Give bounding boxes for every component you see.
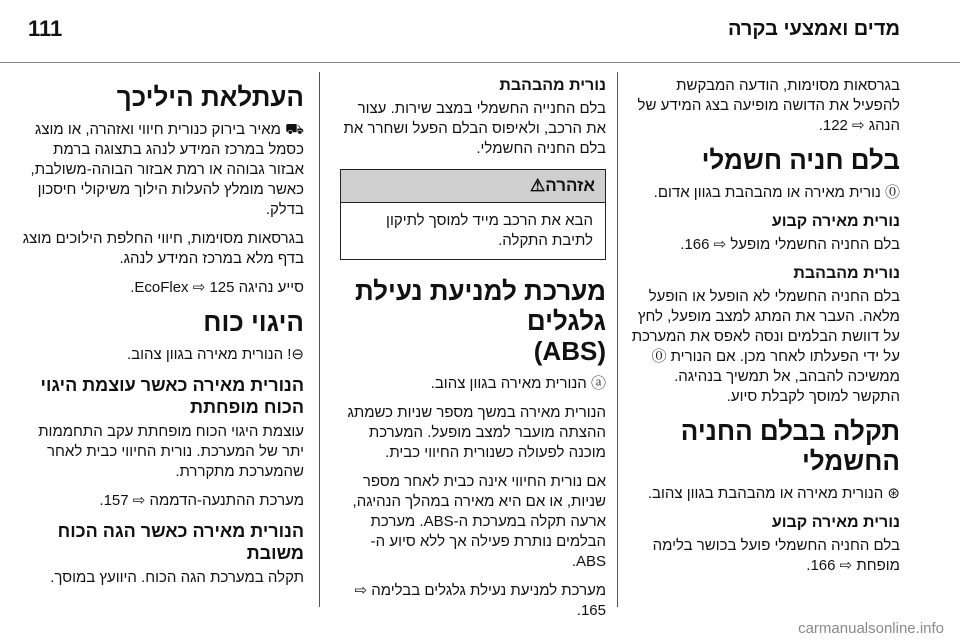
reduced-text: עוצמת היגוי הכוח מופחתת עקב התחממות יתר של המערכת. נורית החיווי כבית לאחר שהמערכת מתקררת.: [38, 423, 304, 480]
brake-intro: ⓪ נורית מאירה או מהבהבת בגוון אדום.: [653, 184, 900, 201]
gear-paragraph-2: בגרסאות מסוימות, חיווי החלפת הילוכים מוצג בדף מלא במרכז המידע לנהג.: [22, 230, 304, 267]
running-title: מדים ואמצעי בקרה: [727, 18, 900, 40]
heading-power-steering: היגוי כוח: [203, 307, 304, 337]
reduced-ref: מערכת ההתנעה-הדממה ⇨ 157.: [99, 492, 304, 509]
heading-brake-fault: תקלה בבלם החניה החשמלי: [680, 416, 900, 476]
page-number: 111: [28, 16, 63, 41]
subheading-disabled-line2: משובת: [246, 543, 304, 563]
subheading-disabled: [22, 520, 304, 564]
subheading-disabled-line1: הנורית מאירה כאשר הגה הכוח: [57, 521, 304, 541]
subheading-steady: נורית מאירה קבוע: [771, 213, 900, 230]
column-right: [628, 76, 900, 585]
fault-intro: ⊛ הנורית מאירה או מהבהבת בגוון צהוב.: [647, 485, 900, 502]
subheading-reduced-line2: הכוח מופחתת: [190, 397, 304, 417]
abs-paragraph-1: הנורית מאירה במשך מספר שניות כשמתג ההצתה מועבר למצב מופעל. המערכת מוכנה לפעולה כשנורית החיווי כבית.: [347, 404, 606, 461]
page-header: [0, 0, 960, 62]
disabled-text: תקלה במערכת הגה הכוח. היוועץ במוסך.: [50, 569, 304, 586]
heading-gear-shift: העתלאת היליכך: [116, 82, 304, 112]
subheading-reduced: [22, 374, 304, 418]
column-middle: [340, 76, 606, 630]
intro-text: בגרסאות מסוימות, הודעה המבקשת להפעיל את הדושה מופיעה בצג המידע של הנהג ⇨ 122.: [637, 77, 900, 134]
steering-intro: ⊖! הנורית מאירה בגוון צהוב.: [126, 346, 304, 363]
steady-text-2: בלם החניה החשמלי פועל בכושר בלימה מופחת ⇨ 166.: [652, 537, 900, 574]
heading-abs-line1: מערכת למניעת נעילת גלגלים: [354, 276, 606, 336]
subheading-flashing: נורית מהבהבת: [793, 265, 900, 282]
flashing-text: בלם החניה החשמלי לא הופעל או הופעל מלאה. העבר את המתג למצב מופעל, לחץ על דוושת הבלמים ונסה לאפס את המערכת על ידי הפעלתו לאחר מכן. אם הנורית ⓪ ממשיכה להבהב, אל תמשיך בנהיגה. התקשר למוסך לקבלת סיוע.: [631, 288, 900, 405]
abs-paragraph-2: אם נורית החיווי אינה כבית לאחר מספר שניות, או אם היא מאירה במהלך הנהיגה, ארעה תקלה במערכת ה-ABS. מערכת הבלמים נותרת פעילה אך ללא סיוע ה-ABS.: [352, 473, 606, 570]
gear-paragraph-3: סייע נהיגה EcoFlex ⇨ 125.: [130, 279, 304, 296]
header-rule: [0, 62, 960, 63]
flashing-mid-text: בלם החנייה החשמלי במצב שירות. עצור את הרכב, ולאיפוס הבלם הפעל ושחרר את בלם החניה החשמלי.: [343, 100, 606, 157]
column-divider-right: [617, 72, 618, 607]
subheading-reduced-line1: הנורית מאירה כאשר עוצמת היגוי: [40, 375, 304, 395]
column-divider-left: [319, 72, 320, 607]
abs-paragraph-3: מערכת למניעת נעילת גלגלים בבלימה ⇨ 165.: [354, 582, 606, 619]
warning-title: אזהרה⚠: [341, 170, 605, 203]
abs-intro: ⓐ הנורית מאירה בגוון צהוב.: [430, 375, 606, 392]
warning-text: הבא את הרכב מייד למוסך לתיקון לתיבת התקלה.: [386, 212, 593, 249]
warning-box: [340, 169, 606, 260]
steady-text: בלם החניה החשמלי מופעל ⇨ 166.: [680, 236, 900, 253]
watermark: carmanualsonline.info: [798, 620, 944, 637]
heading-electric-parking-brake: בלם חניה חשמלי: [701, 145, 900, 175]
subheading-flashing-mid: נורית מהבהבת: [499, 77, 606, 94]
column-left: [22, 76, 304, 597]
gear-paragraph-1: ⛟ מאיר בירוק כנורית חיווי ואזהרה, או מוצג כסמל במרכז המידע לנהג בתצוגה ברמת אבזור גבוהה או רמת אבזור הבוהה-משולבת, כאשר מומלץ להעלות הילוך משיקולי חיסכון בדלק.: [30, 121, 304, 218]
heading-abs: [340, 276, 606, 366]
heading-abs-line2: (ABS): [533, 336, 606, 366]
subheading-steady-2: נורית מאירה קבוע: [771, 514, 900, 531]
